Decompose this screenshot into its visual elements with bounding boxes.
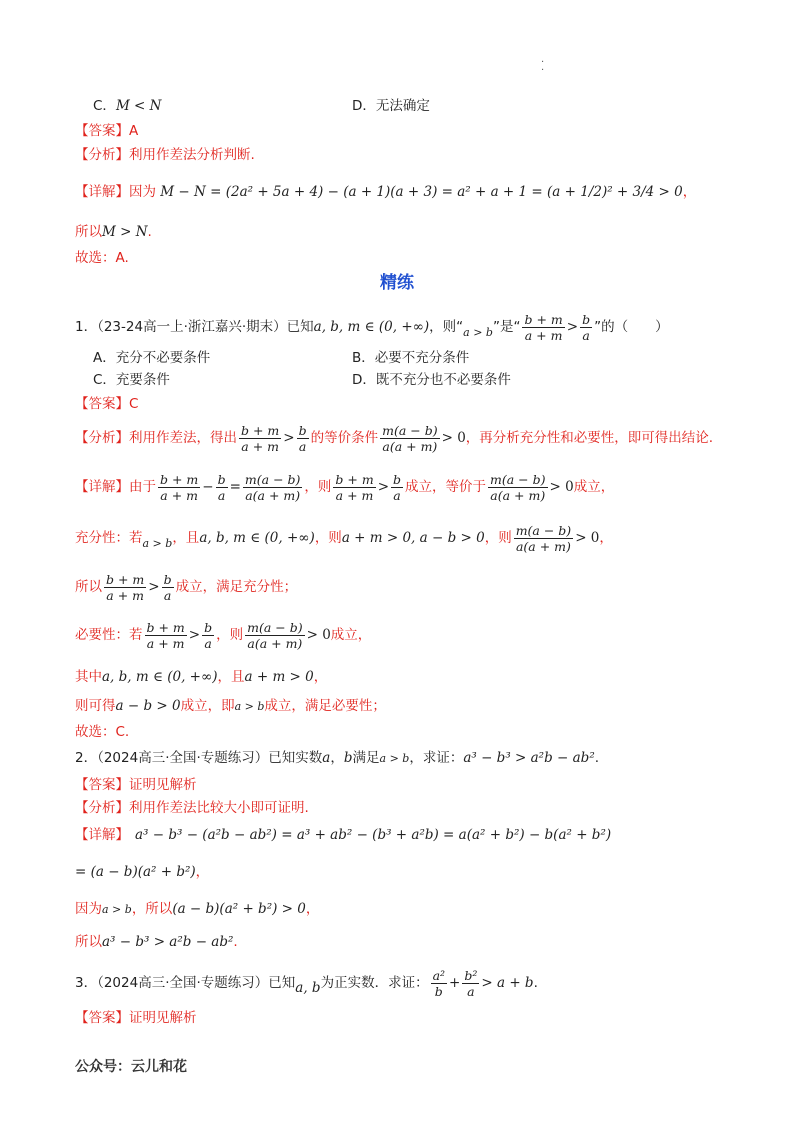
- conclusion-math: M > N: [102, 224, 148, 240]
- q1-answer: [75, 394, 138, 414]
- stem-text: .: [594, 750, 600, 766]
- analysis-text: 利用作差法，得出: [129, 430, 237, 446]
- answer-value: 证明见解析: [129, 777, 197, 793]
- fraction: [333, 472, 375, 503]
- q1-analysis: [75, 421, 713, 455]
- frac-den: a: [393, 487, 401, 503]
- q1-choose: 故选：C.: [75, 724, 130, 740]
- tail-math: > a + b: [481, 975, 534, 991]
- prev-detail: [75, 182, 696, 202]
- fraction: [202, 620, 214, 651]
- because-math: (a − b)(a² + b²) > 0: [172, 901, 306, 917]
- fraction: [158, 472, 200, 503]
- set-math: a, b, m ∈ (0, +∞): [102, 669, 218, 685]
- frac-num: b: [582, 311, 591, 327]
- frac-num: b + m: [146, 619, 185, 635]
- stem-text: ，求证：: [409, 750, 464, 766]
- conclusion-end: .: [147, 224, 152, 240]
- answer-tag: 【答案】: [75, 1010, 129, 1026]
- detail-tag: 【详解】: [75, 184, 129, 200]
- where-text: ，且: [217, 669, 245, 685]
- frac-den: a(a + m): [515, 538, 571, 554]
- frac-num: m(a − b): [490, 471, 546, 487]
- prev-analysis: [75, 145, 255, 165]
- minus-sign: −: [202, 479, 214, 495]
- q1-option-d: D．既不充分也不必要条件: [352, 372, 511, 388]
- frac-num: b: [217, 471, 226, 487]
- conclusion-math: a³ − b³ > a²b − ab²: [102, 934, 234, 950]
- answer-value: A: [129, 123, 139, 139]
- prev-option-c: [93, 96, 161, 116]
- frac-num: b: [393, 471, 402, 487]
- q1-suff-conclusion: [75, 570, 297, 604]
- fraction: [462, 968, 479, 999]
- stem-text: ”是“: [492, 319, 521, 335]
- conclusion-prefix: 所以: [75, 224, 102, 240]
- var-b: b: [343, 750, 353, 766]
- detail-text: 因为: [129, 184, 156, 200]
- q2-analysis: [75, 798, 309, 818]
- cond-math: a > b: [379, 752, 410, 765]
- frac-num: b + m: [335, 471, 374, 487]
- answer-tag: 【答案】: [75, 777, 129, 793]
- because-text: 因为: [75, 901, 102, 917]
- fraction: [580, 312, 592, 343]
- set-math: a, b, m ∈ (0, +∞): [313, 319, 430, 335]
- gt-sign: >: [188, 627, 201, 643]
- frac-den: b: [434, 983, 443, 999]
- frac-den: a + m: [524, 327, 563, 343]
- analysis-text: 利用作差法分析判断.: [129, 147, 255, 163]
- frac-den: a: [467, 983, 475, 999]
- stem-text: 为正实数．求证：: [320, 975, 429, 991]
- detail-tag: 【详解】: [75, 479, 129, 495]
- q2-because: [75, 899, 319, 920]
- fraction: [297, 423, 309, 454]
- gt-sign: >: [148, 579, 160, 595]
- fraction: [104, 572, 146, 603]
- claim-math: a³ − b³ > a²b − ab²: [463, 750, 595, 766]
- analysis-text: 利用作差法比较大小即可证明.: [129, 800, 309, 816]
- frac-den: a: [298, 438, 307, 454]
- detail-text: ，则: [304, 479, 332, 495]
- q2-stem: [75, 748, 599, 769]
- suff-math: a + m > 0, a − b > 0: [341, 530, 485, 546]
- stem-text: 满足: [352, 750, 380, 766]
- fraction: [239, 423, 281, 454]
- answer-tag: 【答案】: [75, 396, 129, 412]
- prev-choose: 故选：A.: [75, 250, 129, 266]
- cond-math: a > b: [463, 326, 493, 339]
- question-number: 1．: [75, 319, 98, 335]
- suff-cond: a > b: [142, 537, 173, 550]
- then-text: 成立，即: [180, 698, 235, 714]
- q1-option-c: C．充要条件: [93, 372, 170, 388]
- option-math: M < N: [115, 98, 162, 114]
- frac-num: b²: [464, 967, 478, 983]
- where-math: a + m > 0: [244, 669, 314, 685]
- analysis-text: ，再分析充分性和必要性，即可得出结论.: [465, 430, 714, 446]
- stem-text: 已知实数: [268, 750, 323, 766]
- frac-den: a(a + m): [245, 487, 301, 503]
- gt-zero: > 0: [441, 430, 466, 446]
- frac-num: m(a − b): [247, 619, 303, 635]
- fraction: [514, 523, 573, 554]
- q1-detail: [75, 470, 614, 504]
- nec-text: ，则: [216, 627, 244, 643]
- prev-answer: [75, 121, 138, 141]
- then-math: a − b > 0: [115, 698, 181, 714]
- analysis-tag: 【分析】: [75, 147, 129, 163]
- frac-den: a + m: [146, 635, 185, 651]
- frac-num: b: [204, 619, 213, 635]
- fraction: [216, 472, 228, 503]
- gt-sign: >: [283, 430, 295, 446]
- frac-den: a + m: [106, 587, 144, 603]
- detail-text: 成立，等价于: [405, 479, 487, 495]
- analysis-text: 的等价条件: [310, 430, 379, 446]
- q2-detail-2: [75, 862, 209, 882]
- conclusion-text: .: [233, 934, 238, 950]
- fraction: [243, 472, 302, 503]
- answer-value: 证明见解析: [129, 1010, 197, 1026]
- suff-text: 充分性：若: [75, 530, 143, 546]
- frac-den: a + m: [160, 487, 198, 503]
- frac-den: a + m: [241, 438, 279, 454]
- detail-text: 成立，: [573, 479, 615, 495]
- q1-necessity: [75, 618, 371, 652]
- detail-math: = (a − b)(a² + b²): [75, 864, 196, 880]
- stem-text: 已知: [268, 975, 296, 991]
- stem-text: .: [533, 975, 538, 991]
- nec-text: 必要性：若: [75, 627, 143, 643]
- frac-num: a²: [432, 967, 446, 983]
- then-text: 则可得: [75, 698, 116, 714]
- because-text: ，所以: [131, 901, 173, 917]
- suff-text: ，则: [314, 530, 342, 546]
- frac-num: m(a − b): [382, 422, 438, 438]
- plus-sign: +: [449, 975, 461, 991]
- frac-num: b: [298, 422, 307, 438]
- where-text: 其中: [75, 669, 102, 685]
- q1-option-b: B．必要不充分条件: [352, 350, 470, 366]
- fraction: [522, 312, 564, 343]
- question-source: （2024高三·全国·专题练习）: [97, 750, 269, 766]
- gt-zero: > 0: [306, 627, 331, 643]
- detail-end: ，: [682, 184, 697, 200]
- frac-num: m(a − b): [515, 522, 572, 538]
- question-number: 3．: [75, 975, 98, 991]
- q1-where: [75, 667, 327, 687]
- stem-text: 已知: [286, 319, 314, 335]
- q2-detail: [75, 825, 611, 845]
- because-math: a > b: [102, 903, 132, 916]
- analysis-tag: 【分析】: [75, 800, 129, 816]
- frac-num: m(a − b): [244, 471, 301, 487]
- q1-option-a: A．充分不必要条件: [93, 350, 211, 366]
- eq-sign: =: [229, 479, 241, 495]
- stem-text: ”的（ ）: [594, 319, 669, 335]
- q3-answer: [75, 1008, 197, 1028]
- suff-text: 所以: [75, 579, 102, 595]
- frac-den: a + m: [335, 487, 374, 503]
- question-number: 2．: [75, 750, 98, 766]
- frac-num: b + m: [241, 422, 280, 438]
- prev-option-d: D．无法确定: [352, 98, 430, 114]
- gt-sign: >: [377, 479, 389, 495]
- conclusion-text: 所以: [75, 934, 102, 950]
- detail-text: 由于: [129, 479, 156, 495]
- gt-zero: > 0: [575, 530, 600, 546]
- frac-den: a: [582, 327, 590, 343]
- frac-den: a(a + m): [247, 635, 303, 651]
- suff-text: ，则: [484, 530, 512, 546]
- suff-text: ，且: [172, 530, 200, 546]
- question-source: （2024高三·全国·专题练习）: [97, 975, 269, 991]
- footer-label: 公众号：云儿和花: [75, 1059, 187, 1075]
- q1-stem: [75, 310, 669, 345]
- detail-tag: 【详解】: [75, 827, 129, 843]
- fraction: [431, 968, 447, 999]
- section-title: 精练: [380, 273, 414, 293]
- frac-den: a: [204, 635, 212, 651]
- fraction: [380, 423, 439, 454]
- frac-num: b + m: [524, 311, 563, 327]
- then-text: 成立，满足必要性；: [264, 698, 386, 714]
- frac-den: a(a + m): [490, 487, 546, 503]
- gt-zero: > 0: [549, 479, 574, 495]
- gt-sign: >: [566, 319, 579, 335]
- fraction: [162, 572, 174, 603]
- question-source: （23-24高一上·浙江嘉兴·期末）: [97, 319, 287, 335]
- fraction: [391, 472, 403, 503]
- detail-math: a³ − b³ − (a²b − ab²) = a³ + ab² − (b³ + a²b) = a(a² + b²) − b(a² + b²): [135, 827, 612, 843]
- analysis-tag: 【分析】: [75, 430, 129, 446]
- frac-den: a(a + m): [382, 438, 438, 454]
- where-text: ，: [313, 669, 328, 685]
- because-text: ，: [305, 901, 320, 917]
- frac-den: a: [163, 587, 172, 603]
- detail-end: ，: [195, 864, 210, 880]
- fraction: [245, 620, 304, 651]
- set-math: a, b, m ∈ (0, +∞): [199, 530, 315, 546]
- frac-num: b + m: [106, 571, 145, 587]
- stem-text: ，: [330, 750, 344, 766]
- header-mark: . .: [541, 54, 545, 73]
- var-a: a: [322, 750, 331, 766]
- vars-math: a, b: [295, 980, 321, 996]
- q2-answer: [75, 775, 197, 795]
- q2-conclusion: [75, 932, 238, 952]
- nec-text: 成立，: [330, 627, 372, 643]
- detail-math: M − N = (2a² + 5a + 4) − (a + 1)(a + 3) = a² + a + 1 = (a + 1/2)² + 3/4 > 0: [160, 184, 683, 200]
- frac-num: b + m: [160, 471, 199, 487]
- stem-text: ，则“: [429, 319, 464, 335]
- option-label: C．: [93, 98, 116, 114]
- suff-text: 成立，满足充分性；: [175, 579, 298, 595]
- prev-conclusion: [75, 222, 152, 242]
- fraction: [488, 472, 547, 503]
- suff-text: ，: [599, 530, 613, 546]
- frac-den: a: [217, 487, 226, 503]
- frac-num: b: [163, 571, 172, 587]
- q1-then: [75, 696, 386, 717]
- answer-tag: 【答案】: [75, 123, 129, 139]
- then-math: a > b: [234, 700, 265, 713]
- q3-stem: [75, 966, 538, 1000]
- answer-value: C: [129, 396, 139, 412]
- q1-sufficiency: [75, 521, 613, 556]
- fraction: [145, 620, 187, 651]
